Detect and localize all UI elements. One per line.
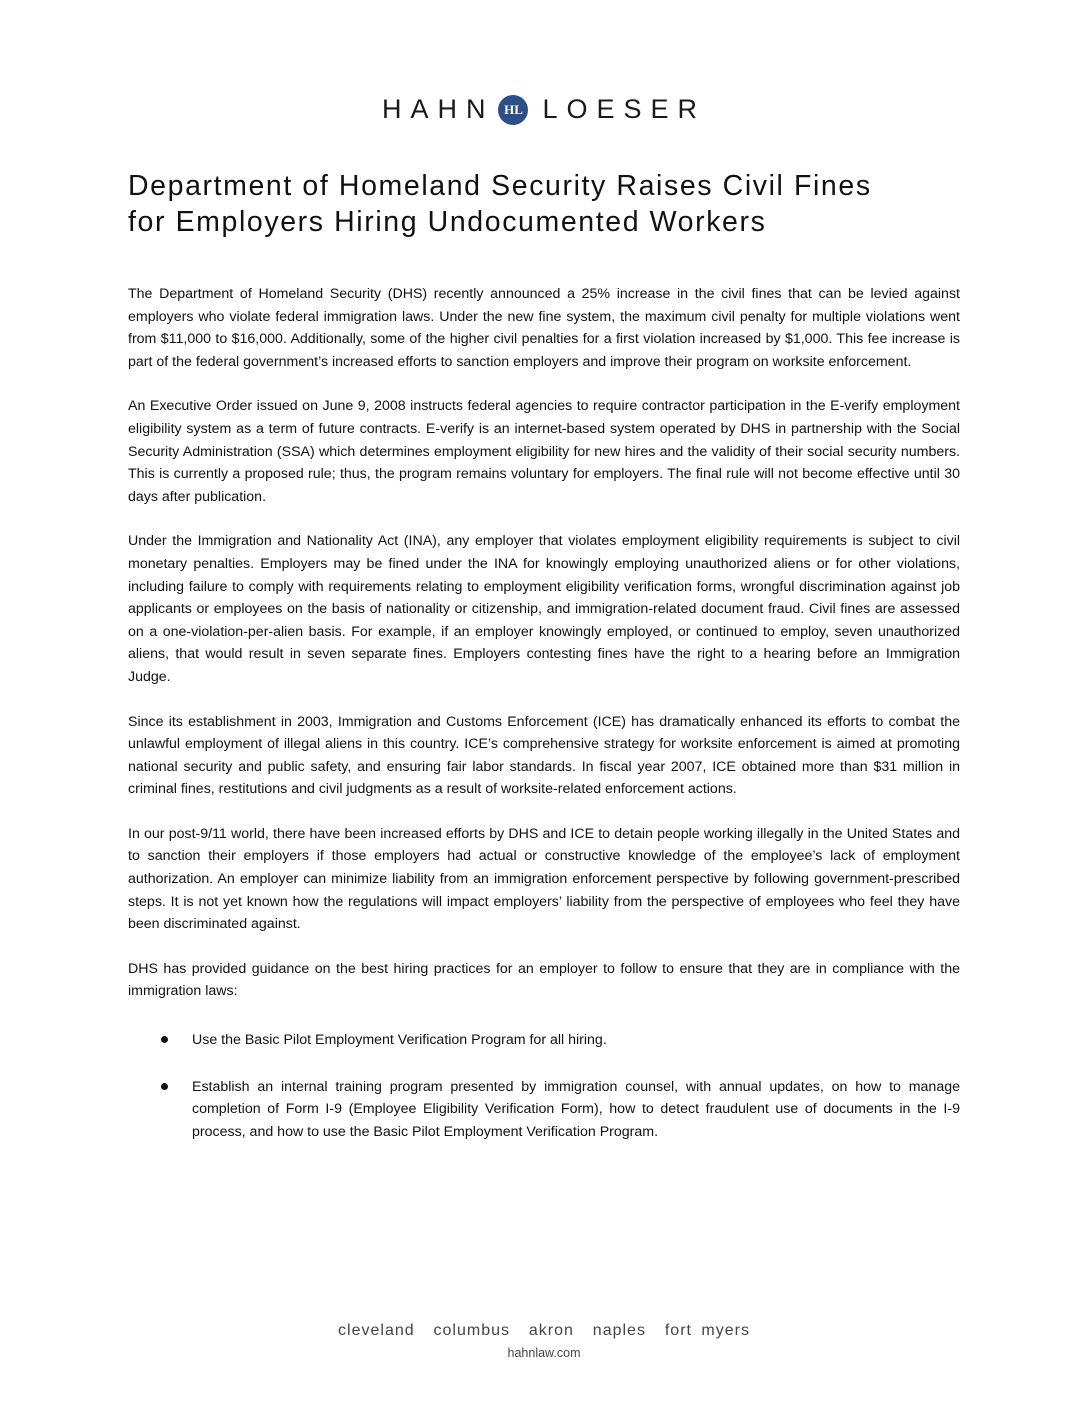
- page-footer: [0, 1322, 1088, 1360]
- body-paragraph: In our post-9/11 world, there have been increased efforts by DHS and ICE to detain people working illegally in the United States and to sanction their employers if those employers had actual or constructive knowledge of the employee’s lack of employment authorization. An employer can minimize liability from an immigration enforcement perspective by following government-prescribed steps. It is not yet known how the regulations will impact employers’ liability from the perspective of employees who feel they have been discriminated against.: [128, 825, 960, 933]
- list-item-text: Use the Basic Pilot Employment Verification Program for all hiring.: [192, 1032, 607, 1049]
- footer-website-link[interactable]: hahnlaw.com: [507, 1346, 581, 1360]
- hiring-practices-list: [128, 1029, 960, 1143]
- logo-mark-icon: HL: [498, 95, 528, 125]
- body-paragraph: Since its establishment in 2003, Immigration and Customs Enforcement (ICE) has dramatically enhanced its efforts to combat the unlawful employment of illegal aliens in this country. ICE’s comprehensive strategy for worksite enforcement is aimed at promoting national security and public safety, and ensuring fair labor standards. In fiscal year 2007, ICE obtained more than $31 million in criminal fines, restitutions and civil judgments as a result of worksite-related enforcement actions.: [128, 713, 960, 798]
- list-item: [128, 1029, 960, 1052]
- footer-office-locations: cleveland columbus akron naples fort myers: [338, 1322, 750, 1339]
- body-paragraph: An Executive Order issued on June 9, 2008 instructs federal agencies to require contractor participation in the E-verify employment eligibility system as a term of future contracts. E-verify is an internet-based system operated by DHS in partnership with the Social Security Administration (SSA) which determines employment eligibility for new hires and the validity of their social security numbers. This is currently a proposed rule; thus, the program remains voluntary for employers. The final rule will not become effective until 30 days after publication.: [128, 398, 960, 505]
- firm-logo: [0, 94, 1088, 125]
- bullet-icon: [161, 1083, 168, 1090]
- logo-left-word: HAHN: [381, 94, 495, 124]
- body-paragraph: Under the Immigration and Nationality Act (INA), any employer that violates employment eligibility requirements is subject to civil monetary penalties. Employers may be fined under the INA for knowingly employing unauthorized aliens or for other violations, including failure to comply with requirements relating to employment eligibility verification forms, wrongful discrimination against job applicants or employees on the basis of nationality or citizenship, and immigration-related document fraud. Civil fines are assessed on a one-violation-per-alien basis. For example, if an employer knowingly employed, or continued to employ, seven unauthorized aliens, that would result in seven separate fines. Employers contesting fines have the right to a hearing before an Immigration Judge.: [128, 533, 960, 685]
- title-line-2: for Employers Hiring Undocumented Workers: [128, 206, 767, 238]
- document-title: [128, 168, 978, 240]
- body-paragraph: The Department of Homeland Security (DHS) recently announced a 25% increase in the civil fines that can be levied against employers who violate federal immigration laws. Under the new fine system, the maximum civil penalty for multiple violations went from $11,000 to $16,000. Additionally, some of the higher civil penalties for a first violation increased by $1,000. This fee increase is part of the federal government’s increased efforts to sanction employers and improve their program on worksite enforcement.: [128, 286, 960, 370]
- body-paragraph: DHS has provided guidance on the best hiring practices for an employer to follow to ensure that they are in compliance with the immigration laws:: [128, 960, 960, 1000]
- list-item-text: Establish an internal training program presented by immigration counsel, with annual updates, on how to manage completion of Form I-9 (Employee Eligibility Verification Form), how to detect fraudulent use of documents in the I-9 process, and how to use the Basic Pilot Employment Verification Program.: [192, 1078, 960, 1140]
- logo-right-word: LOESER: [542, 94, 707, 124]
- document-body: [128, 283, 960, 1167]
- bullet-icon: [161, 1036, 168, 1043]
- list-item: [128, 1076, 960, 1144]
- title-line-1: Department of Homeland Security Raises Civil Fines: [128, 170, 872, 202]
